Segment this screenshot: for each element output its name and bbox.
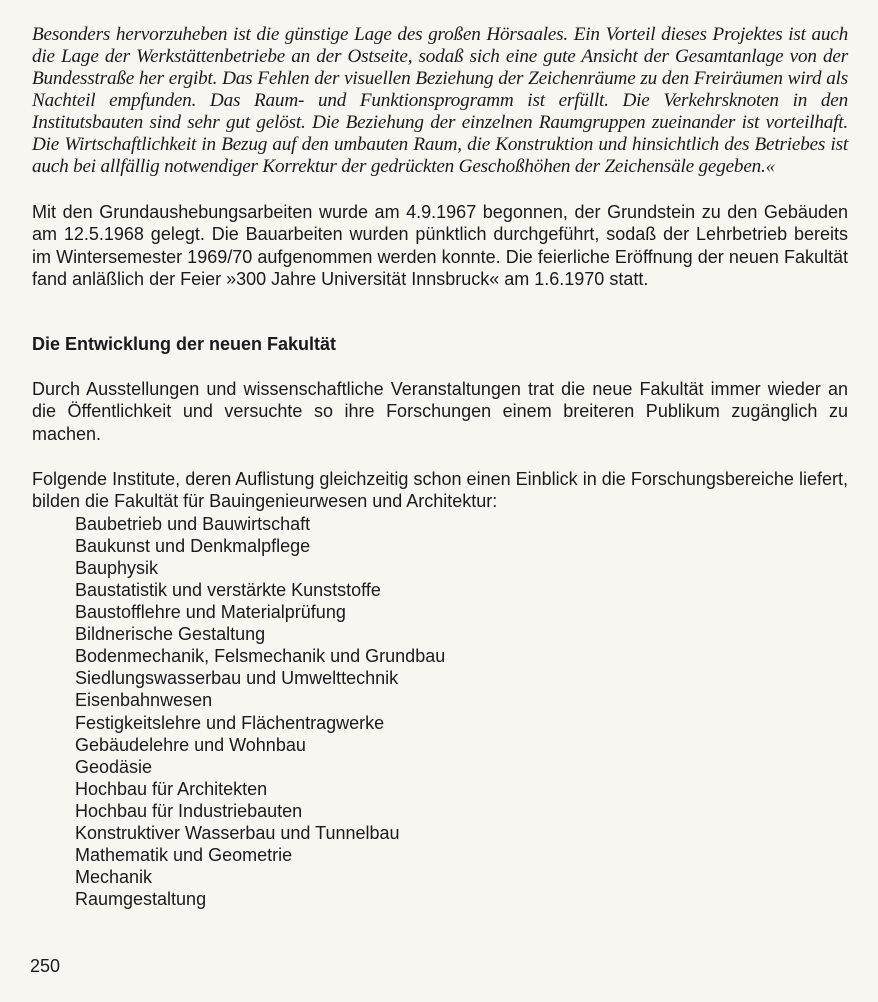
list-item: Festigkeitslehre und Flächentragwerke: [75, 712, 385, 733]
list-item: Mathematik und Geometrie: [75, 845, 293, 866]
development-paragraph: Durch Ausstellungen und wissenschaftliche Veranstaltungen trat die neue Fakultät immer wieder an die Öffentlichkeit und versuchte so ihre Forschungen einem breiteren Publikum zugänglich zu machen.: [32, 379, 848, 444]
list-item: Baustofflehre und Materialprüfung: [75, 602, 346, 623]
list-item: Geodäsie: [75, 756, 153, 777]
list-item: Baukunst und Denkmalpflege: [75, 535, 311, 556]
quote-paragraph: Besonders hervorzuheben ist die günstige Lage des großen Hörsaales. Ein Vorteil dieses Projektes ist auch die Lage der Werkstättenbetriebe an der Ostseite, sodaß sich eine gute Ansicht der Gesamtanlage von der Bundesstraße her ergibt. Das Fehlen der visuellen Beziehung der Zeichenräume zu den Freiräumen wird als Nachteil empfunden. Das Raum- und Funktionsprogramm ist erfüllt. Die Verkehrsknoten in den Institutsbauten sind sehr gut gelöst. Die Beziehung der einzelnen Raumgruppen zueinander ist vorteilhaft. Die Wirtschaftlichkeit in Bezug auf den umbauten Raum, die Konstruktion und hinsichtlich des Betriebes ist auch bei allfällig notwendiger Korrektur der gedrückten Geschoßhöhen der Zeichensäle gegeben.«: [32, 24, 848, 177]
list-item: Hochbau für Architekten: [75, 778, 268, 799]
list-item: Eisenbahnwesen: [75, 690, 213, 711]
list-item: Bodenmechanik, Felsmechanik und Grundbau: [75, 646, 446, 667]
list-item: Konstruktiver Wasserbau und Tunnelbau: [75, 822, 400, 843]
page-number: 250: [30, 956, 61, 976]
section-heading: Die Entwicklung der neuen Fakultät: [32, 334, 337, 355]
list-item: Mechanik: [75, 867, 153, 888]
list-item: Siedlungswasserbau und Umwelttechnik: [75, 668, 399, 689]
list-item: Raumgestaltung: [75, 889, 207, 910]
page-content: [32, 24, 848, 910]
list-item: Baustatistik und verstärkte Kunststoffe: [75, 579, 381, 600]
list-item: Hochbau für Industriebauten: [75, 800, 303, 821]
institutes-list: [75, 513, 848, 911]
list-item: Baubetrieb und Bauwirtschaft: [75, 513, 311, 534]
institutes-intro-paragraph: Folgende Institute, deren Auflistung gleichzeitig schon einen Einblick in die Forschungsbereiche liefert, bilden die Fakultät für Bauingenieurwesen und Architektur:: [32, 469, 848, 512]
list-item: Bauphysik: [75, 557, 159, 578]
construction-paragraph: Mit den Grundaushebungsarbeiten wurde am 4.9.1967 begonnen, der Grundstein zu den Gebäuden am 12.5.1968 gelegt. Die Bauarbeiten wurden pünktlich durchgeführt, sodaß der Lehrbetrieb bereits im Wintersemester 1969/70 aufgenommen werden konnte. Die feierliche Eröffnung der neuen Fakultät fand anläßlich der Feier »300 Jahre Universität Innsbruck« am 1.6.1970 statt.: [32, 202, 848, 289]
list-item: Bildnerische Gestaltung: [75, 624, 266, 645]
list-item: Gebäudelehre und Wohnbau: [75, 734, 306, 755]
